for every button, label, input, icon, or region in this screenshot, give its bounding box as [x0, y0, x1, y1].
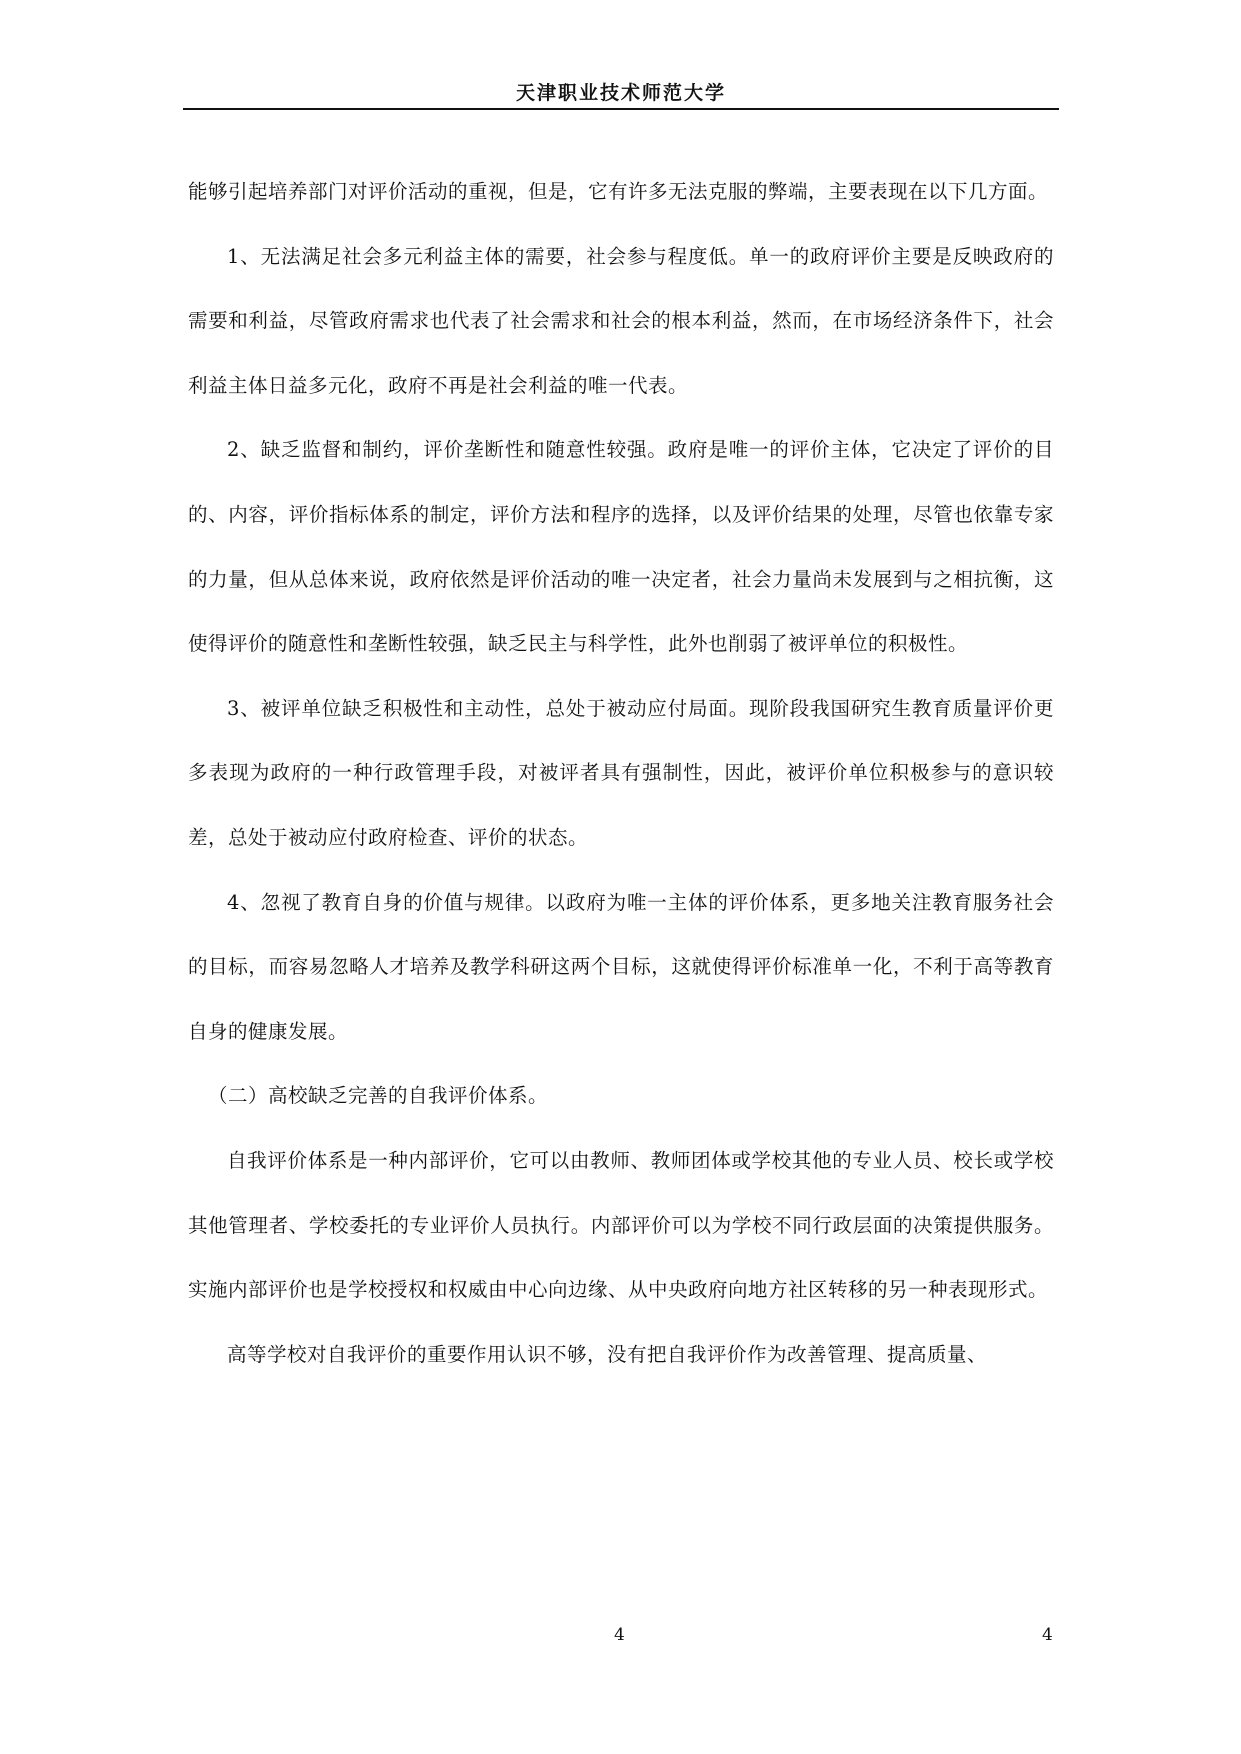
page-header-title: 天津职业技术师范大学: [515, 82, 726, 104]
header-divider: [183, 108, 1059, 110]
document-body: [188, 160, 1054, 1387]
page-number-right: 4: [1042, 1625, 1053, 1645]
section-subheading: （二）高校缺乏完善的自我评价体系。: [208, 1084, 549, 1108]
paragraph-point-4: 4、忽视了教育自身的价值与规律。以政府为唯一主体的评价体系，更多地关注教育服务社会的目标，而容易忽略人才培养及教学科研这两个目标，这就使得评价标准单一化，不利于高等教育自身的健康发展。: [188, 890, 1054, 1043]
paragraph-point-1: 1、无法满足社会多元利益主体的需要，社会参与程度低。单一的政府评价主要是反映政府的需要和利益，尽管政府需求也代表了社会需求和社会的根本利益，然而，在市场经济条件下，社会利益主体日益多元化，政府不再是社会利益的唯一代表。: [188, 244, 1054, 397]
paragraph-point-2: 2、缺乏监督和制约，评价垄断性和随意性较强。政府是唯一的评价主体，它决定了评价的目的、内容，评价指标体系的制定，评价方法和程序的选择，以及评价结果的处理，尽管也依靠专家的力量，但从总体来说，政府依然是评价活动的唯一决定者，社会力量尚未发展到与之相抗衡，这使得评价的随意性和垄断性较强，缺乏民主与科学性，此外也削弱了被评单位的积极性。: [188, 438, 1054, 656]
paragraph-point-3: 3、被评单位缺乏积极性和主动性，总处于被动应付局面。现阶段我国研究生教育质量评价更多表现为政府的一种行政管理手段，对被评者具有强制性，因此，被评价单位积极参与的意识较差，总处于被动应付政府检查、评价的状态。: [188, 696, 1054, 849]
paragraph-intro-continuation: 能够引起培养部门对评价活动的重视，但是，它有许多无法克服的弊端，主要表现在以下几方面。: [188, 180, 1049, 203]
page-number-center: 4: [614, 1625, 625, 1645]
paragraph-self-evaluation-continued: 高等学校对自我评价的重要作用认识不够，没有把自我评价作为改善管理、提高质量、: [227, 1342, 988, 1366]
paragraph-self-evaluation: 自我评价体系是一种内部评价，它可以由教师、教师团体或学校其他的专业人员、校长或学校其他管理者、学校委托的专业评价人员执行。内部评价可以为学校不同行政层面的决策提供服务。实施内部评价也是学校授权和权威由中心向边缘、从中央政府向地方社区转移的另一种表现形式。: [188, 1148, 1054, 1302]
